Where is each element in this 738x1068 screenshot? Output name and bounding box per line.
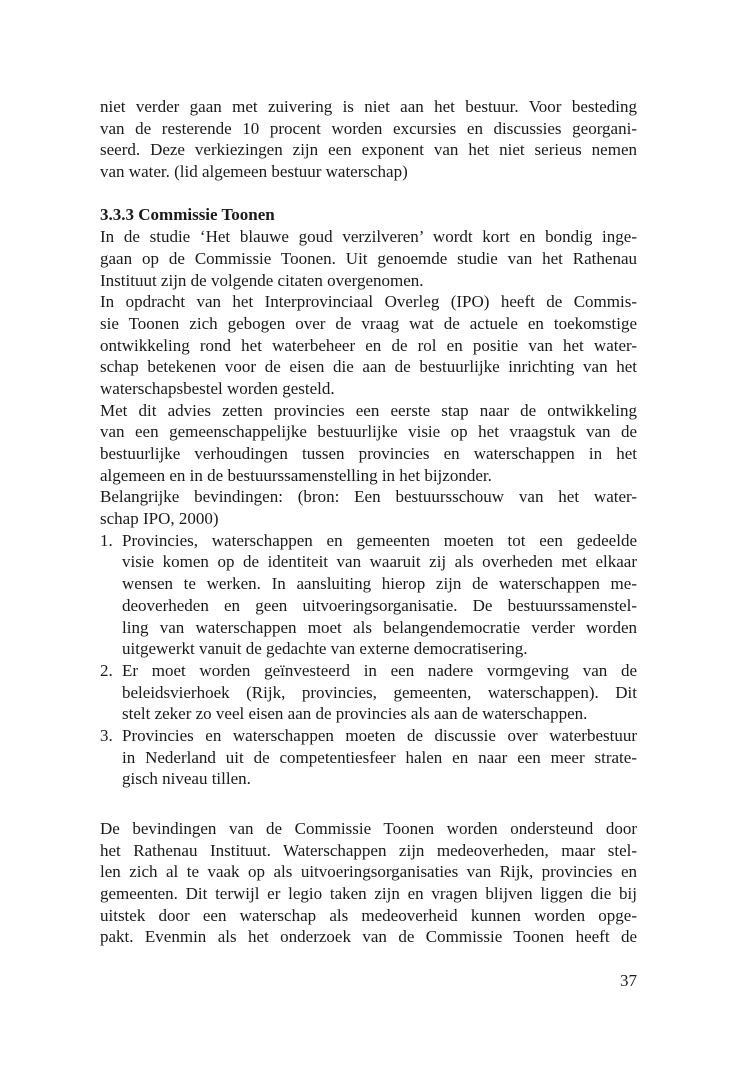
paragraph — [100, 400, 637, 487]
text-line: het Rathenau Instituut. Waterschappen zijn medeoverheden, maar stel- — [100, 840, 637, 860]
paragraph-gap — [100, 183, 637, 205]
text-line: niet verder gaan met zuivering is niet aan het bestuur. Voor besteding — [100, 97, 637, 116]
text-line: wensen te werken. In aansluiting hierop zijn de waterschappen me- — [122, 574, 637, 594]
text-line: Instituut zijn de volgende citaten overgenomen. — [100, 270, 424, 290]
list-item — [100, 660, 637, 725]
list-item-number: 3. — [100, 725, 113, 745]
list-item — [100, 725, 637, 790]
text-line: visie komen op de identiteit van waaruit zij als overheden met elkaar — [122, 552, 637, 572]
text-line: in Nederland uit de competentiesfeer halen en naar een meer strate- — [122, 747, 637, 767]
text-line: uitgewerkt vanuit de gedachte van externe democratisering. — [122, 639, 528, 659]
paragraph — [100, 818, 637, 948]
text-line: In de studie ‘Het blauwe goud verzilveren’ wordt kort en bondig inge- — [100, 227, 637, 247]
text-line: van een gemeenschappelijke bestuurlijke visie op het vraagstuk van de — [100, 422, 637, 442]
text-line: Er moet worden geïnvesteerd in een nadere vormgeving van de — [122, 660, 637, 680]
text-line: len zich al te vaak op als uitvoeringsorganisaties van Rijk, provincies en — [100, 862, 637, 882]
text-line: Provincies en waterschappen moeten de discussie over waterbestuur — [122, 725, 637, 745]
text-line: ling van waterschappen moet als belangendemocratie verder worden — [122, 617, 637, 637]
text-line: stelt zeker zo veel eisen aan de provincies als aan de waterschappen. — [122, 704, 588, 724]
text-line: In opdracht van het Interprovinciaal Overleg (IPO) heeft de Commis- — [100, 292, 637, 312]
text-line: beleidsvierhoek (Rijk, provincies, gemeenten, waterschappen). Dit — [122, 682, 637, 702]
text-line: gisch niveau tillen. — [122, 769, 251, 789]
page-number: 37 — [620, 971, 637, 990]
text-line: pakt. Evenmin als het onderzoek van de Commissie Toonen heeft de — [100, 927, 637, 947]
text-line: deoverheden en geen uitvoeringsorganisatie. De bestuurssamenstel- — [122, 595, 637, 615]
text-line: ontwikkeling rond het waterbeheer en de rol en positie van het water- — [100, 335, 637, 355]
text-line: gaan op de Commissie Toonen. Uit genoemde studie van het Rathenau — [100, 248, 637, 268]
text-line: gemeenten. Dit terwijl er legio taken zijn en vragen blijven liggen die bij — [100, 884, 637, 904]
list-item-number: 2. — [100, 660, 113, 680]
section-heading — [100, 204, 637, 226]
list-item-number: 1. — [100, 530, 113, 550]
text-line: schap IPO, 2000) — [100, 509, 219, 529]
text-line: Met dit advies zetten provincies een eerste stap naar de ontwikkeling — [100, 400, 637, 420]
paragraph-gap — [100, 790, 637, 818]
text-line: van de resterende 10 procent worden excursies en discussies georgani- — [100, 118, 637, 138]
text-line: sie Toonen zich gebogen over de vraag wat de actuele en toekomstige — [100, 313, 637, 333]
text-line: 3.3.3 Commissie Toonen — [100, 205, 275, 225]
text-line: bestuurlijke verhoudingen tussen provincies en waterschappen in het — [100, 444, 637, 463]
text-line: schap betekenen voor de eisen die aan de bestuurlijke inrichting van het — [100, 357, 637, 377]
paragraph — [100, 291, 637, 399]
paragraph — [100, 226, 637, 291]
text-line: uitstek door een waterschap als medeoverheid kunnen worden opge- — [100, 905, 637, 925]
text-line: van water. (lid algemeen bestuur waterschap) — [100, 162, 408, 182]
text-line: algemeen en in de bestuurssamenstelling in het bijzonder. — [100, 465, 492, 485]
page-body — [100, 96, 637, 948]
text-line: Belangrijke bevindingen: (bron: Een bestuursschouw van het water- — [100, 487, 637, 507]
list-item — [100, 530, 637, 660]
paragraph — [100, 486, 637, 529]
paragraph — [100, 96, 637, 183]
text-line: seerd. Deze verkiezingen zijn een exponent van het niet serieus nemen — [100, 140, 637, 160]
text-line: waterschapsbestel worden gesteld. — [100, 378, 335, 398]
text-line: Provincies, waterschappen en gemeenten moeten tot een gedeelde — [122, 530, 637, 550]
text-line: De bevindingen van de Commissie Toonen worden ondersteund door — [100, 819, 637, 838]
